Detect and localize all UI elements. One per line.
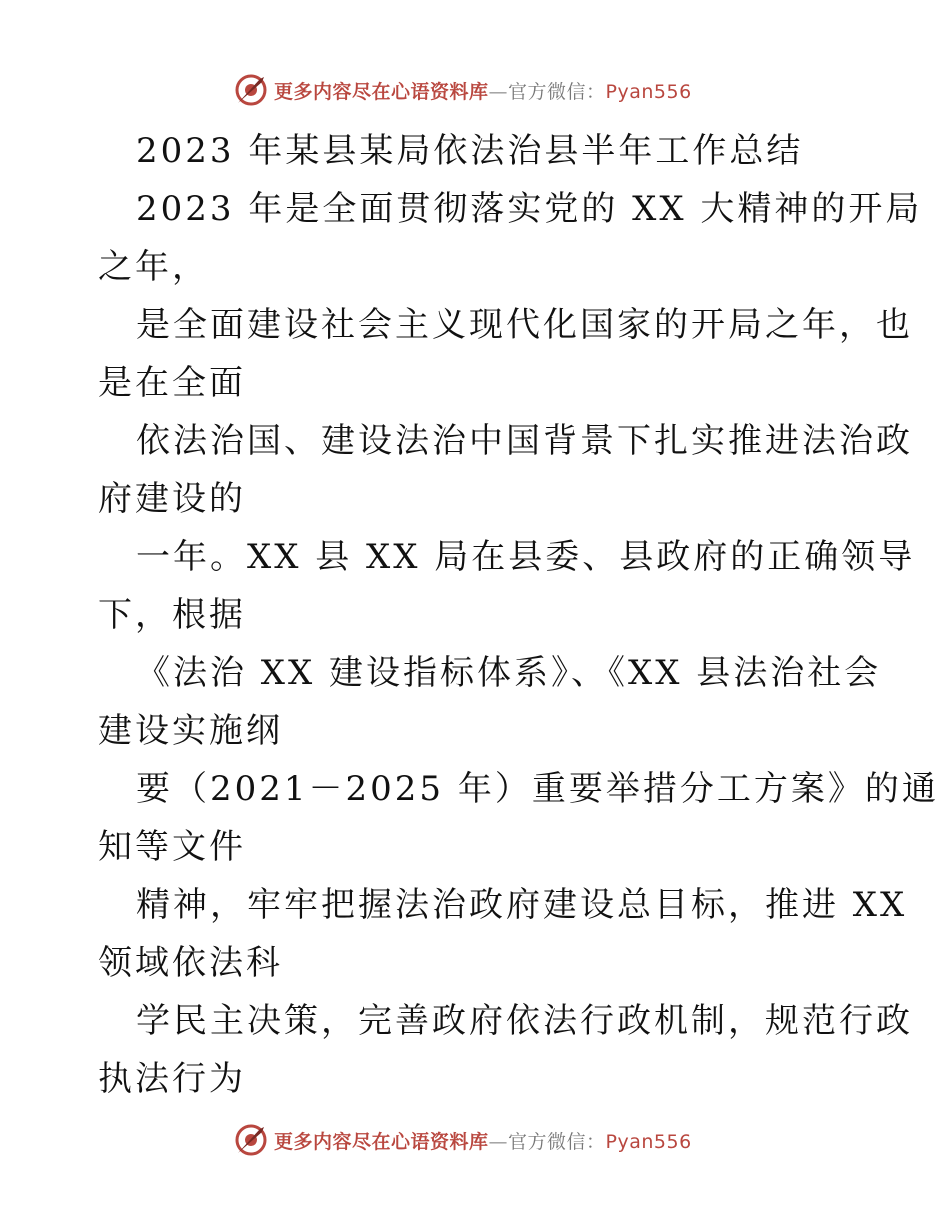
banner-wechat-id: Pyan556 [605,1130,692,1153]
text-line: 建设实施纲 [98,711,283,751]
header-banner [234,72,692,108]
banner-separator: — [488,80,509,103]
document-body [98,122,939,1108]
text-line: 领域依法科 [98,943,283,983]
footer-banner [234,1122,692,1158]
text-line: 是在全面 [98,363,246,403]
quill-logo-icon [234,73,268,107]
text-line: 《法治 XX 建设指标体系》、《XX 县法治社会 [136,653,882,693]
banner-official-label: 官方微信： [508,80,606,103]
text-line: 下，根据 [98,595,246,635]
text-line: 要（2021－2025 年）重要举措分工方案》的通 [136,769,939,809]
quill-logo-icon [234,1123,268,1157]
banner-site-name: 更多内容尽在心语资料库 [274,80,489,103]
document-title: 2023 年某县某局依法治县半年工作总结 [136,131,804,171]
text-line: 学民主决策，完善政府依法行政机制，规范行政 [136,1001,913,1041]
banner-official-label: 官方微信： [508,1130,606,1153]
banner-separator: — [488,1130,509,1153]
banner-text [274,1127,692,1154]
text-line: 执法行为 [98,1059,246,1099]
text-line: 精神，牢牢把握法治政府建设总目标，推进 XX [136,885,908,925]
text-line: 依法治国、建设法治中国背景下扎实推进法治政 [136,421,913,461]
banner-site-name: 更多内容尽在心语资料库 [274,1130,489,1153]
text-line: 知等文件 [98,827,246,867]
text-line: 府建设的 [98,479,246,519]
banner-text [274,77,692,104]
text-line: 2023 年是全面贯彻落实党的 XX 大精神的开局 [136,189,923,229]
text-line: 一年。XX 县 XX 局在县委、县政府的正确领导 [136,537,916,577]
text-line: 之年， [98,247,209,287]
text-line: 是全面建设社会主义现代化国家的开局之年，也 [136,305,913,345]
banner-wechat-id: Pyan556 [605,80,692,103]
